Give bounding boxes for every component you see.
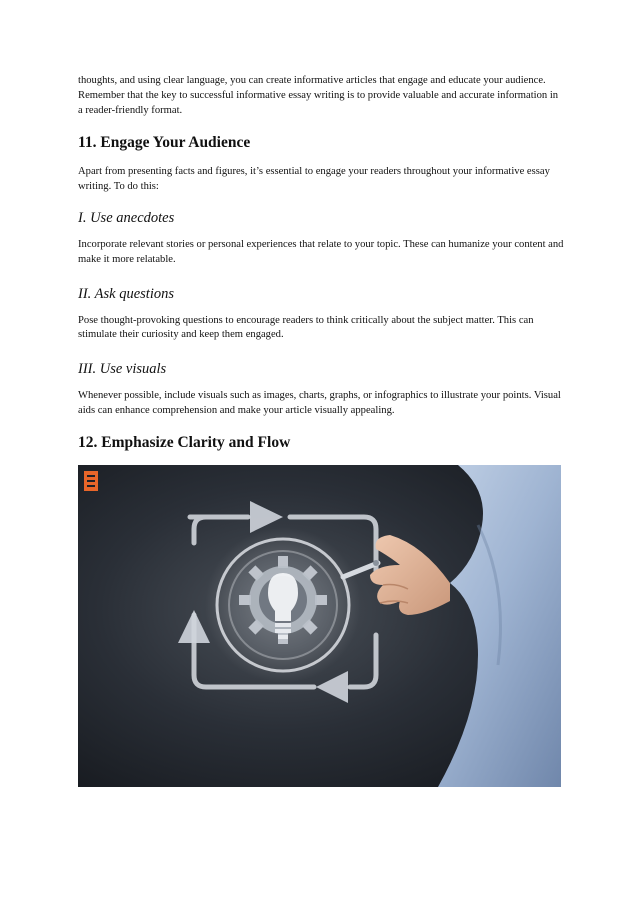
photo-svg — [78, 465, 561, 787]
subsection-anecdotes-text: Incorporate relevant stories or personal experiences that relate to your topic. These can humanize your content and make it more relatable. — [78, 238, 564, 265]
intro-paragraph: thoughts, and using clear language, you can create informative articles that engage and educate your audience. Remember that the key to successful informative essay writing is to provide valuable and accurate information in a reader-friendly format. — [78, 75, 559, 116]
subsection-questions-heading: II. Ask questions — [78, 285, 174, 302]
pen-clip — [373, 560, 379, 566]
cycle-diagram-photo — [78, 465, 561, 787]
subsection-anecdotes-heading: I. Use anecdotes — [78, 209, 175, 226]
section-11-intro: Apart from presenting facts and figures, it’s essential to engage your readers throughout your informative essay writing. To do this: — [78, 166, 550, 193]
subsection-visuals-heading: III. Use visuals — [78, 361, 167, 378]
subsection-visuals-text: Whenever possible, include visuals such as images, charts, graphs, or infographics to illustrate your points. Visual aids can enhance comprehension and make your article visually appealing. — [78, 390, 561, 416]
section-12-heading: 12. Emphasize Clarity and Flow — [78, 433, 291, 451]
document-page — [78, 74, 564, 453]
logo-icon — [84, 471, 98, 491]
section-11-heading: 11. Engage Your Audience — [78, 134, 251, 152]
subsection-questions-text: Pose thought-provoking questions to encourage readers to think critically about the subject matter. This can stimulate their curiosity and keep them engaged. — [78, 314, 534, 341]
